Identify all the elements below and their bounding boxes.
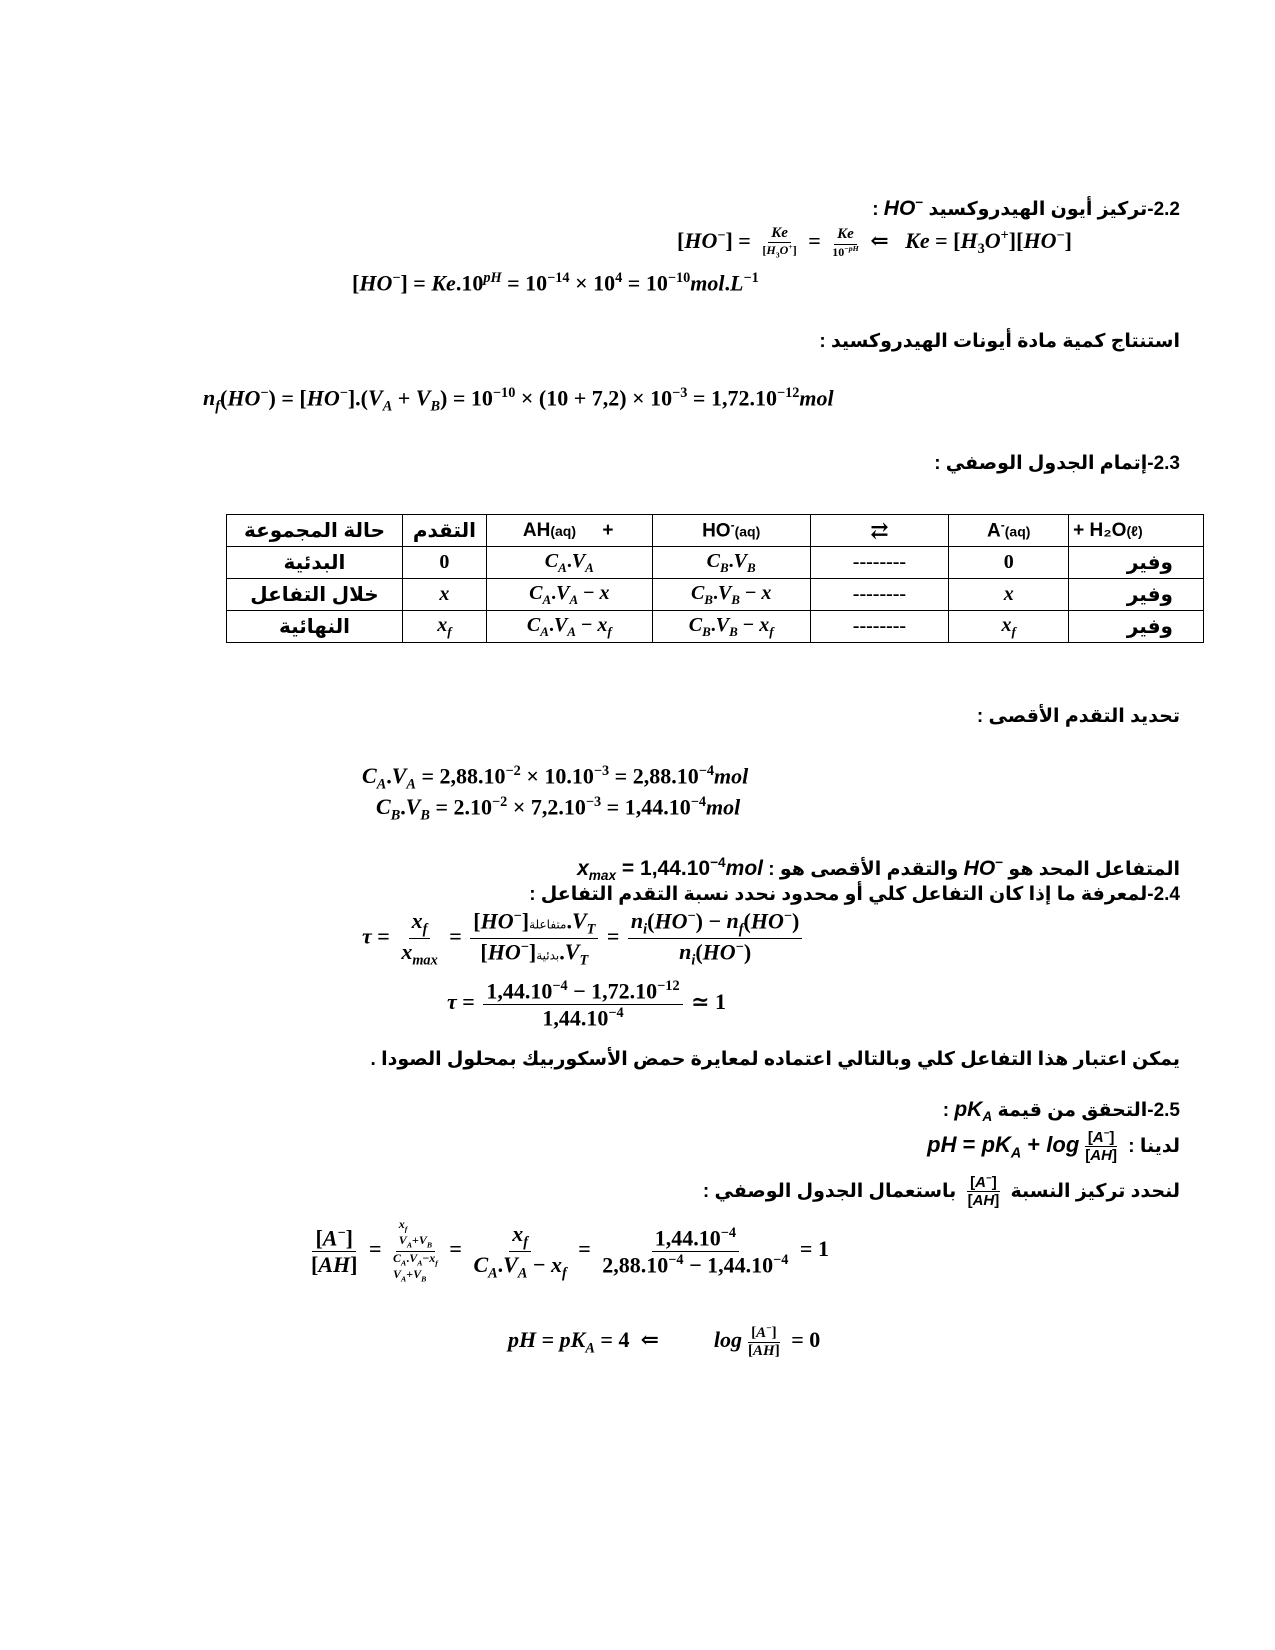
cell-a: x [949,579,1069,611]
heading-2-4: 2.4-لمعرفة ما إذا كان التفاعل كلي أو محدود نحدد نسبة التقدم التفاعل : [529,884,1180,905]
cell-state: خلال التفاعل [227,579,403,611]
cell-a: 0 [949,547,1069,579]
deduce-amount-text: استنتاج كمية مادة أيونات الهيدروكسيد : [819,331,1180,352]
cell-dash: -------- [810,579,949,611]
cell-water: وفير [1069,611,1204,643]
cell-ah: $C_A.V_A - x_f$ [486,611,652,643]
table-header-row [227,515,1204,547]
cell-state: البدئية [227,547,403,579]
header-arrow: ⇄ [810,515,949,547]
cell-a: $x_f$ [949,611,1069,643]
heading-xmax: تحديد التقدم الأقصى : [976,706,1180,727]
cell-advancement: 0 [402,547,486,579]
heading-2-5: 2.5-التحقق من قيمة $pK_A$ : [942,1098,1180,1125]
cell-water: وفير [1069,547,1204,579]
equation-ca-va: $C_A.V_A = 2,88.10^{-2} \times 10.10^{-3} = 2,88.10^{-4}mol$ [362,763,749,793]
header-a: A-(aq) [949,515,1069,547]
equation-ho-concentration: [HO−] = $\frac{Ke}{[H_3O^+]}$ = $\frac{Ke}{10^{-pH}}$ ⇐ $Ke = [H_3O^+][HO^-]$ [677,225,1072,260]
limiting-reactant-text: المتفاعل المحد هو HO− والتقدم الأقصى هو : $x_{max} = 1,44.10^{-4}mol$ [577,855,1180,884]
cell-advancement: x [402,579,486,611]
cell-ho: $C_B.V_B$ [652,547,810,579]
header-advancement: التقدم [402,515,486,547]
cell-dash: -------- [810,547,949,579]
heading-2-2: 2.2-تركيز أيون الهيدروكسيد HO− : [872,195,1180,220]
conclusion-text: يمكن اعتبار هذا التفاعل كلي وبالتالي اعتماده لمعايرة حمض الأسكوربيك بمحلول الصودا . [370,1049,1180,1070]
table-row-during [227,579,1204,611]
header-ho: HO-(aq) [652,515,810,547]
reaction-table [226,514,1204,643]
ratio-text: لنحدد تركيز النسبة $\frac{[A^-]}{[AH]}$ باستعمال الجدول الوصفي : [702,1173,1180,1210]
cell-dash: -------- [810,611,949,643]
header-state: حالة المجموعة [227,515,403,547]
table-row-final [227,611,1204,643]
we-have-text: لدينا : pH = $pK_A + \log$ $\frac{[A^-]}{[AH]}$ [927,1128,1180,1165]
equation-tau-value: τ = $\frac{1,44.10^{-4} - 1,72.10^{-12}}{1,44.10^{-4}}$ ≃ 1 [447,978,727,1030]
header-water: + H₂O(ℓ) [1069,515,1204,547]
cell-water: وفير [1069,579,1204,611]
equation-nf-ho: $n_f(HO^-) = [HO^-].(V_A + V_B) = 10^{-10} \times (10 + 7,2) \times 10^{-3} = 1,72.10^{-12}mol$ [203,385,834,415]
equation-tau-definition: τ = $\frac{x_f}{x_{max}}$ = $\frac{[HO^-]متفاعلة.V_T}{[HO^-]بدئية.V_T}$ = $\frac{n_i(HO^-) - n_f(HO^-)}{n_i(HO^-)}$ [362,908,805,969]
equation-ratio: $\frac{[A^-]}{[AH]}$ = $x_f$ $V_A+V_B$ $C_A.V_A-x_f$ $V_A+V_B$ = $\frac{x_f}{C_A.V_A - x_f}$ = $\frac{1,44.10^{-4}}{2,88.10^{-4} - 1,44.10^{-4}}$ = 1 [311,1217,829,1284]
equation-cb-vb: $C_B.V_B = 2.10^{-2} \times 7,2.10^{-3} = 1,44.10^{-4}mol$ [376,794,741,824]
heading-2-3: 2.3-إتمام الجدول الوصفي : [934,453,1180,474]
header-ah: AH(aq) + [486,515,652,547]
equation-final: pH = $pK_A = 4$ ⇐ log $\frac{[A^-]}{[AH]}$ = 0 [508,1323,821,1360]
cell-ah: $C_A.V_A$ [486,547,652,579]
cell-ah: $C_A.V_A - x$ [486,579,652,611]
cell-ho: $C_B.V_B - x$ [652,579,810,611]
table-row-initial [227,547,1204,579]
cell-state: النهائية [227,611,403,643]
equation-ho-value: $[HO^-] = Ke.10^{pH} = 10^{-14} \times 10^4 = 10^{-10}mol.L^{-1}$ [352,270,759,296]
cell-advancement: $x_f$ [402,611,486,643]
cell-ho: $C_B.V_B - x_f$ [652,611,810,643]
